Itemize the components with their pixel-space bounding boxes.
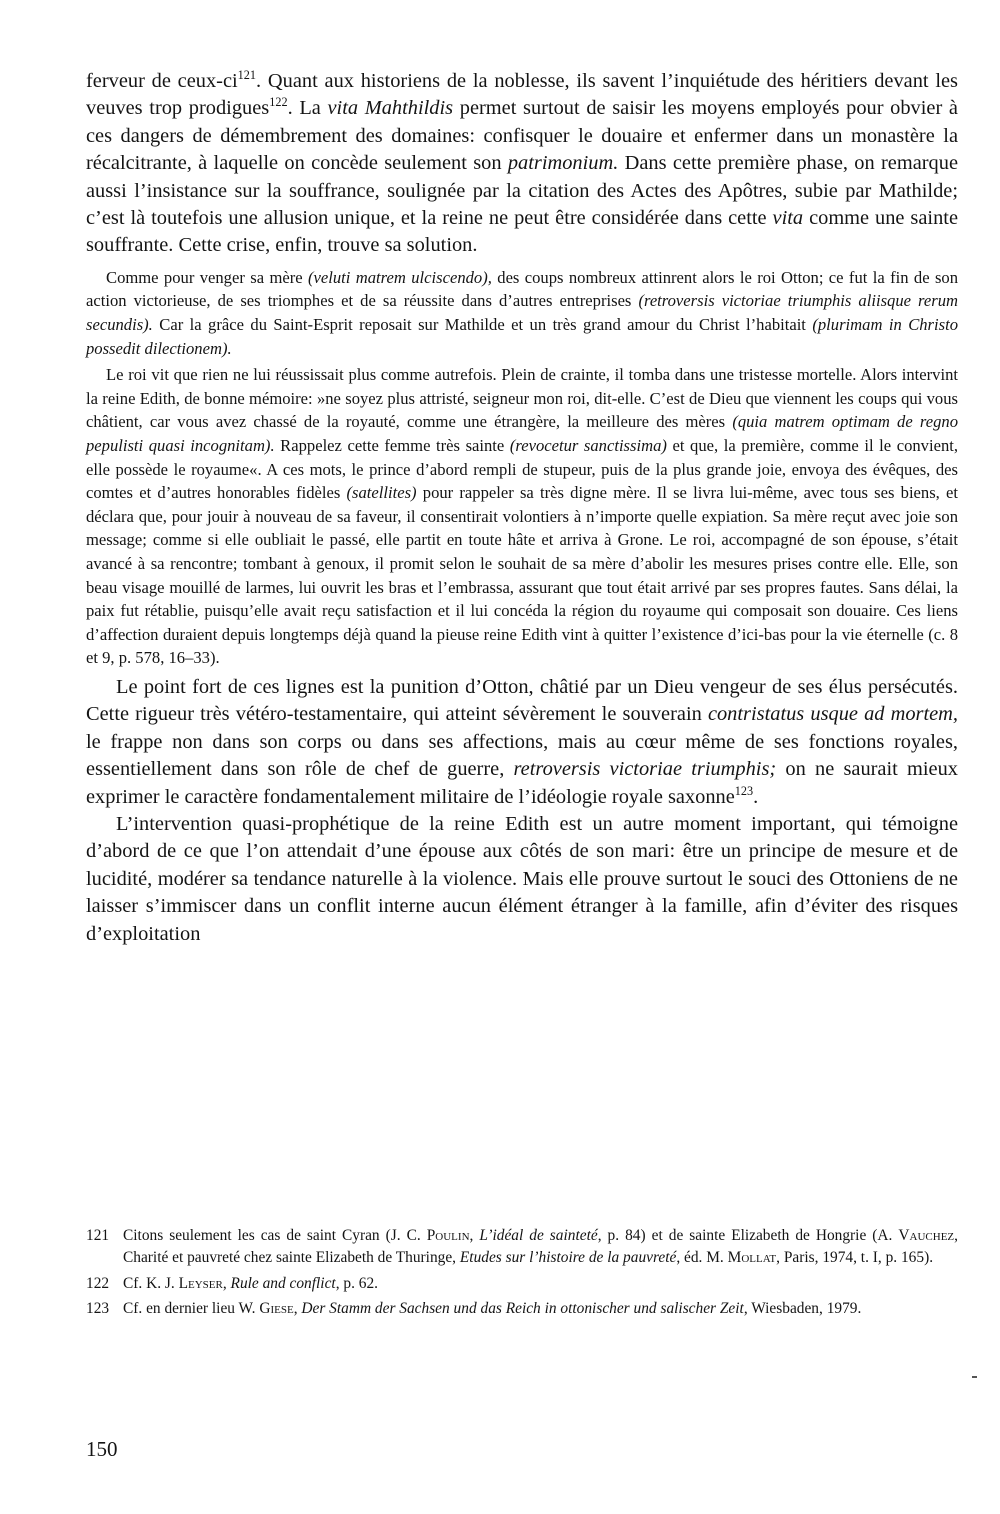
main-text: [86, 68, 958, 948]
text-run: des coups nombreux attinrent alors le roi Otton; ce fut la fin de son action victorieuse, de ses triomphes et de sa réussite dans d’autres entreprises: [86, 267, 959, 311]
text-run: on ne saurait mieux exprimer le caractère fondamentalement militaire de l’idéologie royale saxonne: [86, 758, 958, 808]
text-run: Le point fort de ces lignes est la punition d’Otton, châtié par un Dieu vengeur de ses élus persécutés. Cette rigueur très vétéro-testamentaire, qui atteint sévèrement le souverain: [86, 675, 958, 726]
footnote-ref-121[interactable]: 121: [237, 68, 257, 83]
book-title: Rule and conflict: [230, 1274, 336, 1292]
italic-term: (veluti matrem ulciscendo),: [308, 267, 492, 287]
footnotes: [86, 1225, 958, 1324]
book-title: L’idéal de sainteté: [479, 1227, 598, 1244]
footnote-number: 123: [86, 1300, 110, 1318]
paragraph-1: [86, 68, 958, 260]
author-name: Mollat: [727, 1249, 777, 1267]
text-run: ,: [222, 1274, 231, 1292]
italic-term: patrimonium.: [507, 152, 619, 175]
scan-artifact: [972, 1376, 977, 1378]
text-run: ,: [469, 1227, 480, 1244]
text-run: , p. 84) et de sainte Elizabeth de Hongrie (A.: [597, 1227, 899, 1244]
text-run: Car la grâce du Saint-Esprit reposait sur Mathilde et un très grand amour du Christ l’habitait: [152, 315, 813, 335]
italic-term: (quia matrem optimam de regno pepulisti quasi incognitam).: [86, 412, 958, 455]
text-run: .: [753, 785, 759, 808]
text-run: ferveur de ceux-ci: [86, 70, 238, 92]
block-quote-1: [86, 266, 958, 360]
text-run: Dans cette première phase, on remarque aussi l’insistance sur la souffrance, soulignée par la citation des Actes des Apôtres, subie par Mathilde; c’est là toutefois une allusion unique, et la reine ne peut être considérée dans cette: [86, 152, 959, 230]
italic-term: (satellites): [346, 483, 417, 503]
italic-term: contristatus usque ad mortem,: [707, 703, 958, 726]
footnote-text: [123, 1225, 958, 1270]
italic-term: (revocetur sanctissima): [509, 436, 667, 455]
book-title: Etudes sur l’histoire de la pauvreté: [459, 1249, 677, 1267]
text-run: , p. 62.: [335, 1274, 379, 1292]
text-run: . La: [287, 97, 328, 120]
footnote-text: [123, 1273, 958, 1295]
text-run: Cf. en dernier lieu W.: [123, 1300, 260, 1318]
page-number: 150: [86, 1437, 118, 1461]
text-run: Comme pour venger sa mère: [106, 267, 309, 287]
italic-term: retroversis victoriae triumphis;: [513, 758, 777, 781]
text-run: Cf. K. J.: [123, 1274, 179, 1292]
text-run: comme une sainte souffrante. Cette crise, enfin, trouve sa solution.: [86, 207, 958, 257]
text-run: Rappelez cette femme très sainte: [274, 436, 510, 455]
footnote-number: 122: [86, 1274, 110, 1292]
footnote-number: 121: [86, 1227, 110, 1244]
text-run: , Paris, 1974, t. I, p. 165).: [776, 1249, 934, 1267]
text-run: Citons seulement les cas de saint Cyran (J. C.: [123, 1227, 427, 1244]
author-name: Giese: [259, 1300, 294, 1318]
block-quote-2: [86, 363, 958, 670]
author-name: Leyser: [178, 1274, 223, 1292]
footnote-ref-123[interactable]: 123: [734, 783, 754, 798]
text-run: , Charité et pauvreté chez sainte Elizabeth de Thuringe,: [123, 1227, 958, 1267]
footnote-text: [123, 1298, 958, 1320]
footnote-122: [86, 1273, 958, 1295]
text-run: et que, la première, comme il le convient, elle possède le royaume«. A ces mots, le prince d’abord rempli de stupeur, puis de la plus grande joie, envoya des évêques, des comtes et d’autres honorables fidèles: [86, 436, 959, 503]
text-run: ,: [293, 1300, 302, 1318]
paragraph-3: [86, 811, 958, 948]
author-name: Poulin: [426, 1227, 470, 1244]
text-run: Le roi vit que rien ne lui réussissait plus comme autrefois. Plein de crainte, il tomba dans une tristesse mortelle. Alors intervint la reine Edith, de bonne mémoire: »ne soyez plus attristé, seigneur mon roi, dit-elle. C’est de Dieu que viennent les coups qui vous châtient, car vous avez chassé de la royauté, comme une étrangère, la meilleure des mères: [86, 365, 958, 432]
footnote-121: [86, 1225, 958, 1270]
author-name: Vauchez: [898, 1227, 955, 1244]
italic-term: (plurimam in Christo possedit dilectionem).: [86, 315, 958, 358]
text-run: permet surtout de saisir les moyens employés pour obvier à ces dangers de démembrement des domaines: confisquer le douaire et enfermer dans un monastère la récalcitrante, à laquelle on concède seulement son: [86, 97, 958, 175]
text-run: pour rappeler sa très digne mère. Il se livra lui-même, avec tous ses biens, et déclara que, pour jouir à nouveau de sa faveur, il consentirait volontiers à n’importe quelle expiation. Sa mère reçut avec joie son message; comme si elle oubliait le passé, elle partit en toute hâte et arriva à Grone. Le roi, accompagné de son épouse, s’était avancé à sa rencontre; tombant à genoux, il promit selon le souhait de sa mère d’abolir les mesures prises contre elle. Elle, son beau visage mouillé de larmes, lui ouvrit les bras et l’embrassa, assurant que tout était arrivé par ses propres fautes. Sans délai, la paix fut rétablie, puisqu’elle avait reçu satisfaction et il lui concéda la région du royaume qui composait son douaire. Ces liens d’affection duraient depuis longtemps déjà quand la pieuse reine Edith vint à quitter l’existence d’ici-bas pour la vie éternelle (c. 8 et 9, p. 578, 16–33).: [86, 483, 959, 668]
footnote-123: [86, 1298, 958, 1320]
italic-term: vita: [772, 207, 804, 230]
italic-term: (retroversis victoriae triumphis aliisque rerum secundis).: [86, 291, 958, 335]
italic-term: vita Mahthildis: [327, 97, 454, 120]
book-title: Der Stamm der Sachsen und das Reich in ottonischer und salischer Zeit: [301, 1300, 744, 1318]
text-run: L’intervention quasi-prophétique de la reine Edith est un autre moment important, qui témoigne d’abord de ce que l’on attendait d’une épouse aux côtés de son mari: être un principe de mesure et de lucidité, modérer sa tendance naturelle à la violence. Mais elle prouve surtout le souci des Ottoniens de ne laisser s’immiscer dans un conflit interne aucun élément étranger à la famille, afin d’éviter des risques d’exploitation: [86, 812, 958, 945]
footnote-ref-122[interactable]: 122: [269, 95, 288, 110]
text-run: . Quant aux historiens de la noblesse, ils savent l’inquiétude des héritiers devant les veuves trop prodigues: [86, 70, 958, 120]
text-run: , éd. M.: [676, 1249, 728, 1267]
text-run: , Wiesbaden, 1979.: [743, 1300, 862, 1318]
text-run: le frappe non dans son corps ou dans ses affections, mais au cœur même de ses fonctions royales, essentiellement dans son rôle de chef de guerre,: [86, 730, 958, 781]
paragraph-2: [86, 674, 958, 811]
